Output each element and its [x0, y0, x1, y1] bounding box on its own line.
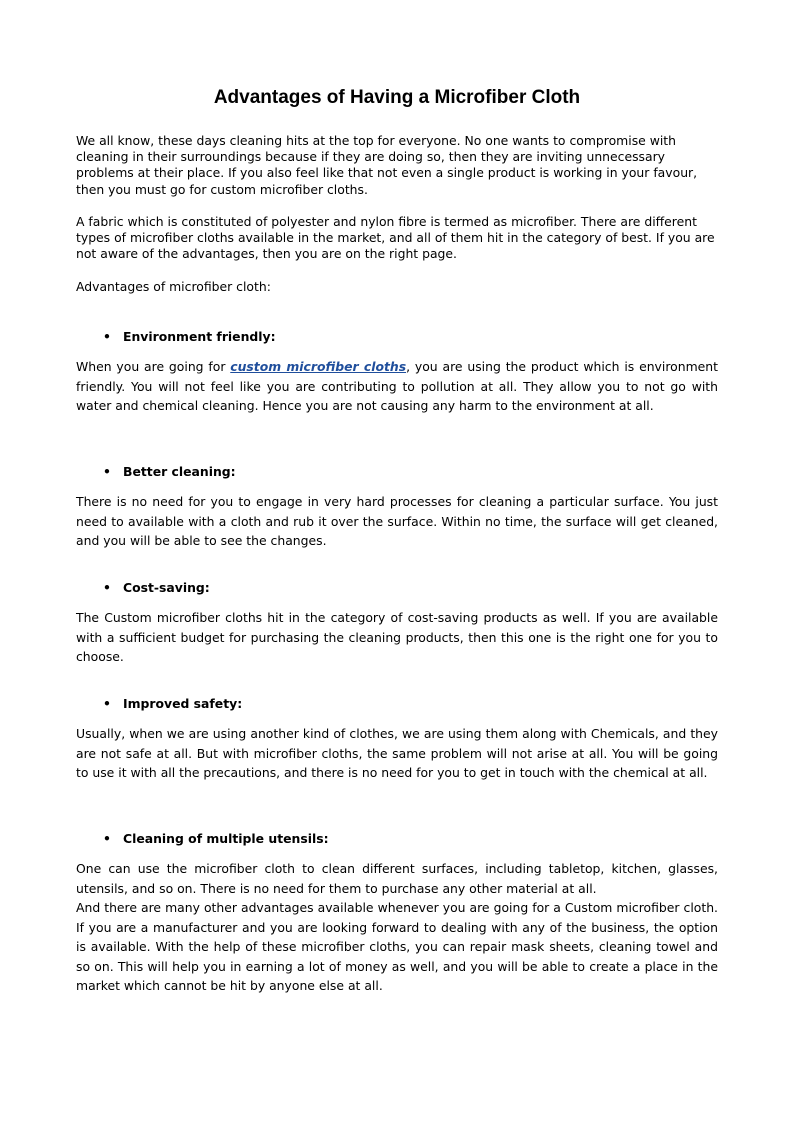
bullet-cleaning-multiple-utensils — [103, 831, 703, 847]
environment-text-end: , you are using the product which is environment friendly. You will not feel like you are contributing to pollution at all. They allow you to not go with water and chemical cleaning. Hence you are not causing any harm to the environment at all. — [76, 359, 718, 414]
bullet-heading: Better cleaning: — [123, 464, 236, 479]
utensils-paragraph: One can use the microfiber cloth to clean different surfaces, including tabletop, kitchen, glasses, utensils, and so on. There is no need for them to purchase any other material at all. — [76, 861, 718, 896]
bullet-heading: Cleaning of multiple utensils: — [123, 831, 329, 846]
page-title: Advantages of Having a Microfiber Cloth — [213, 87, 581, 108]
intro-paragraph-2: A fabric which is constituted of polyester and nylon fibre is termed as microfiber. There are different types of microfiber cloths available in the market, and all of them hit in the category of best. If you are not aware of the advantages, then you are on the right page. — [76, 214, 715, 262]
bullet-improved-safety — [103, 696, 703, 712]
improved-safety-paragraph: Usually, when we are using another kind of clothes, we are using them along with Chemicals, and they are not safe at all. But with microfiber cloths, the same problem will not arise at all. You will be going to use it with all the precautions, and there is no need for you to get in touch with the chemical at all. — [76, 726, 718, 781]
bullet-dot: • — [103, 696, 111, 711]
bullet-heading: Improved safety: — [123, 696, 243, 711]
intro-paragraph-3: Advantages of microfiber cloth: — [76, 279, 271, 294]
bullet-heading: Cost-saving: — [123, 580, 210, 595]
bullet-cost-saving — [103, 580, 703, 596]
custom-microfiber-cloths-link[interactable]: custom microfiber cloths — [230, 359, 407, 374]
bullet-better-cleaning — [103, 464, 703, 480]
bullet-environment-friendly — [103, 329, 703, 345]
environment-text-start: When you are going for — [76, 359, 231, 374]
better-cleaning-paragraph: There is no need for you to engage in very hard processes for cleaning a particular surface. You just need to available with a cloth and rub it over the surface. Within no time, the surface will get cleaned, and you will be able to see the changes. — [76, 494, 718, 549]
bullet-dot: • — [103, 464, 111, 479]
cost-saving-paragraph: The Custom microfiber cloths hit in the category of cost-saving products as well. If you are available with a sufficient budget for purchasing the cleaning products, then this one is the right one for you to choose. — [76, 610, 718, 665]
bullet-dot: • — [103, 329, 111, 344]
bullet-dot: • — [103, 831, 111, 846]
bullet-dot: • — [103, 580, 111, 595]
intro-paragraph-1: We all know, these days cleaning hits at the top for everyone. No one wants to compromise with cleaning in their surroundings because if they are doing so, then they are inviting unnecessary problems at their place. If you also feel like that not even a single product is working in your favour, then you must go for custom microfiber cloths. — [76, 133, 698, 197]
closing-paragraph: And there are many other advantages available whenever you are going for a Custom microfiber cloth. If you are a manufacturer and you are looking forward to dealing with any of the business, the option is available. With the help of these microfiber cloths, you can repair mask sheets, cleaning towel and so on. This will help you in earning a lot of money as well, and you will be able to create a place in the market which cannot be hit by anyone else at all. — [76, 900, 718, 994]
bullet-heading: Environment friendly: — [123, 329, 276, 344]
environment-paragraph — [76, 357, 718, 416]
